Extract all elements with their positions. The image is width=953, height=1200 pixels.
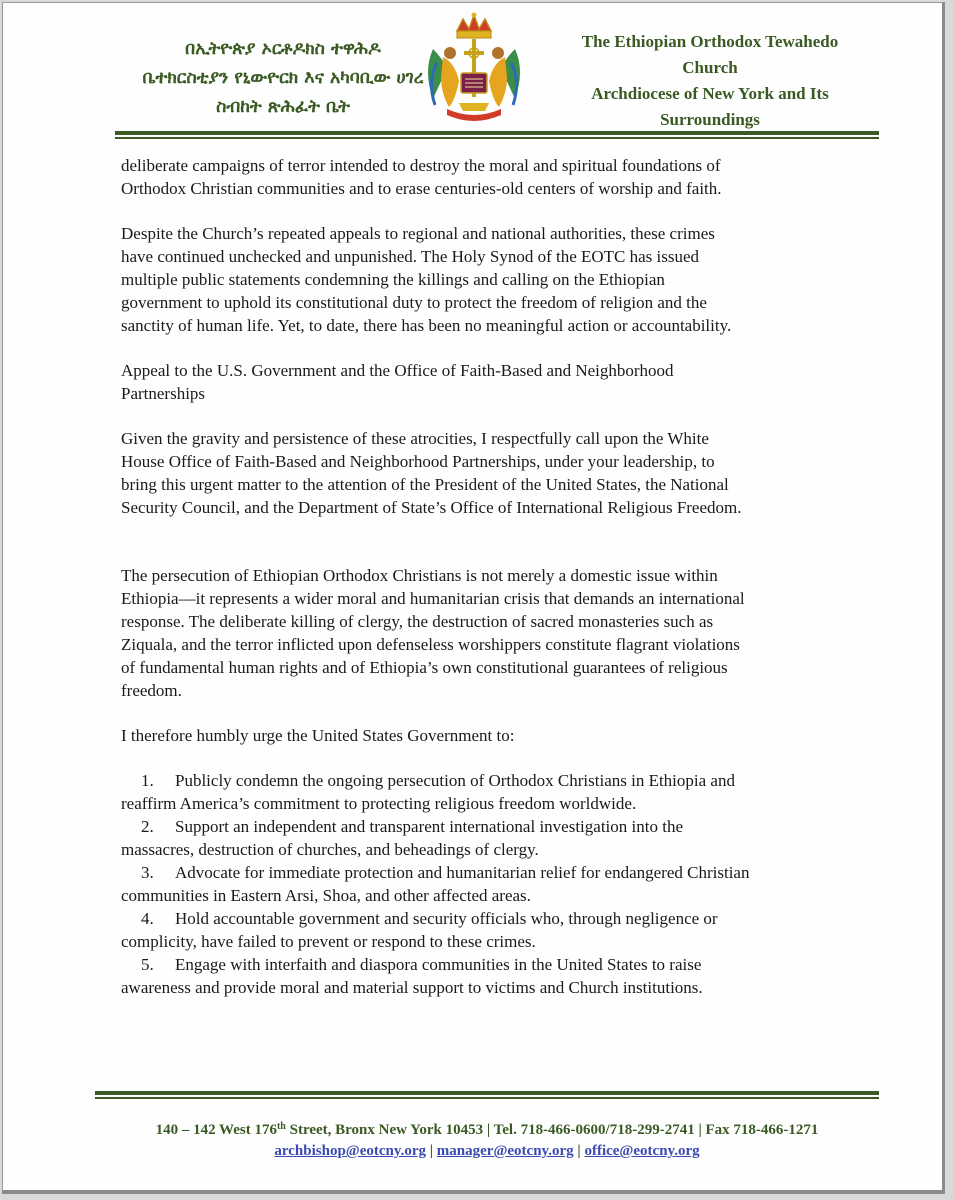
list-item [121, 769, 871, 815]
email-link-office[interactable]: office@eotcny.org [584, 1143, 700, 1159]
footer-divider [95, 1091, 879, 1103]
email-link-archbishop[interactable]: archbishop@eotcny.org [274, 1143, 426, 1159]
list-number: 4. [141, 909, 154, 928]
amharic-heading-line: ቤተክርስቲያን የኒውዮርክ እና አካባቢው ሀገረ [142, 68, 424, 88]
english-heading-line: Surroundings [660, 110, 760, 129]
amharic-heading-line: ስብከት ጽሕፈት ቤት [216, 97, 350, 117]
list-text: Support an independent and transparent international investigation into the massacres, destruction of churches, and beheadings of clergy. [121, 817, 683, 859]
list-number: 2. [141, 817, 154, 836]
paragraph: Despite the Church’s repeated appeals to regional and national authorities, these crimes have continued unchecked and unpunished. The Holy Synod of the EOTC has issued multiple public statements condemning the killings and calling on the Ethiopian government to uphold its constitutional duty to protect the freedom of religion and the sanctity of human life. Yet, to date, there has been no meaningful action or accountability. [121, 224, 732, 335]
header-divider [115, 131, 879, 141]
paragraph: The persecution of Ethiopian Orthodox Christians is not merely a domestic issue within Ethiopia—it represents a wider moral and humanitarian crisis that demands an international response. The deliberate killing of clergy, the destruction of sacred monasteries such as Ziquala, and the terror inflicted upon defenseless worshippers constitute flagrant violations of fundamental human rights and of Ethiopia’s own constitutional guarantees of religious freedom. [121, 566, 745, 700]
appeal-list [121, 769, 871, 999]
list-text: Advocate for immediate protection and humanitarian relief for endangered Christian communities in Eastern Arsi, Shoa, and other affected areas. [121, 863, 750, 905]
letterhead-footer [95, 1120, 879, 1162]
english-heading-line: Archdiocese of New York and Its [591, 84, 829, 103]
list-text: Hold accountable government and security officials who, through negligence or complicity, have failed to prevent or respond to these crimes. [121, 909, 718, 951]
list-item [121, 907, 871, 953]
footer-emails: archbishop@eotcny.org | manager@eotcny.org | office@eotcny.org [274, 1143, 700, 1159]
list-number: 5. [141, 955, 154, 974]
email-link-manager[interactable]: manager@eotcny.org [436, 1143, 574, 1159]
section-heading: Appeal to the U.S. Government and the Office of Faith-Based and Neighborhood Partnerships [121, 361, 674, 403]
paragraph: I therefore humbly urge the United States Government to: [121, 726, 515, 745]
list-number: 3. [141, 863, 154, 882]
list-item [121, 861, 871, 907]
english-heading-line: Church [682, 58, 738, 77]
list-item [121, 953, 871, 999]
list-number: 1. [141, 771, 154, 790]
english-heading-line: The Ethiopian Orthodox Tewahedo [581, 32, 839, 51]
letter-body [121, 154, 871, 999]
paragraph: deliberate campaigns of terror intended to destroy the moral and spiritual foundations of Orthodox Christian communities and to erase centuries-old centers of worship and faith. [121, 156, 722, 198]
paragraph: Given the gravity and persistence of these atrocities, I respectfully call upon the White House Office of Faith-Based and Neighborhood Partnerships, under your leadership, to bring this urgent matter to the attention of the President of the United States, the National Security Council, and the Department of State’s Office of International Religious Freedom. [121, 429, 742, 517]
amharic-heading [133, 35, 433, 122]
list-item [121, 815, 871, 861]
footer-address: 140 – 142 West 176th Street, Bronx New York 10453 | Tel. 718-466-0600/718-299-2741 | Fax 718-466-1271 [155, 1121, 819, 1138]
list-text: Publicly condemn the ongoing persecution of Orthodox Christians in Ethiopia and reaffirm America’s commitment to protecting religious freedom worldwide. [121, 771, 735, 813]
church-emblem-icon [419, 11, 529, 126]
amharic-heading-line: በኢትዮጵያ ኦርቶዶክስ ተዋሕዶ [185, 39, 381, 59]
english-heading [551, 29, 869, 133]
letter-page [2, 2, 945, 1194]
list-text: Engage with interfaith and diaspora communities in the United States to raise awareness and provide moral and material support to victims and Church institutions. [121, 955, 703, 997]
